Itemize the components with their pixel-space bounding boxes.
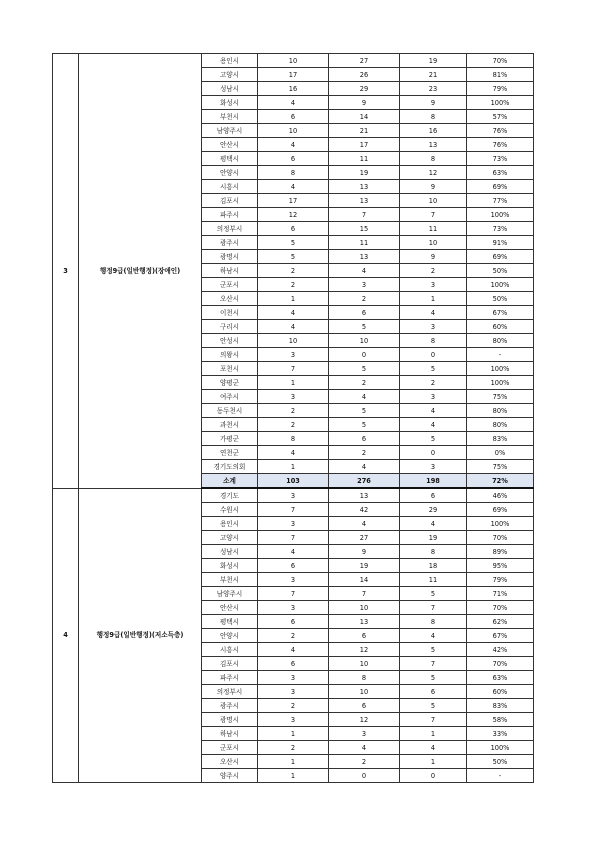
applicants-cell: 7 <box>329 587 400 601</box>
ratio-cell: 57% <box>467 110 534 124</box>
ratio-cell: 75% <box>467 390 534 404</box>
ratio-cell: 69% <box>467 503 534 517</box>
passed-cell: 1 <box>400 755 467 769</box>
quota-cell: 1 <box>258 755 329 769</box>
region-cell: 군포시 <box>202 278 258 292</box>
ratio-cell: 100% <box>467 96 534 110</box>
passed-cell: 18 <box>400 559 467 573</box>
passed-cell: 9 <box>400 180 467 194</box>
passed-cell: 23 <box>400 82 467 96</box>
section-3-body <box>53 54 534 489</box>
quota-cell: 5 <box>258 250 329 264</box>
ratio-cell: 80% <box>467 404 534 418</box>
applicants-cell: 17 <box>329 138 400 152</box>
quota-cell: 8 <box>258 166 329 180</box>
ratio-cell: 70% <box>467 54 534 68</box>
ratio-cell: 50% <box>467 292 534 306</box>
region-cell: 군포시 <box>202 741 258 755</box>
passed-cell: 12 <box>400 166 467 180</box>
subtotal-ratio: 72% <box>467 474 534 489</box>
applicants-cell: 2 <box>329 446 400 460</box>
applicants-cell: 0 <box>329 769 400 783</box>
subtotal-passed: 198 <box>400 474 467 489</box>
passed-cell: 1 <box>400 292 467 306</box>
region-cell: 안산시 <box>202 601 258 615</box>
applicants-cell: 13 <box>329 250 400 264</box>
quota-cell: 7 <box>258 362 329 376</box>
region-cell: 파주시 <box>202 671 258 685</box>
passed-cell: 5 <box>400 699 467 713</box>
ratio-cell: 69% <box>467 250 534 264</box>
ratio-cell: 80% <box>467 334 534 348</box>
ratio-cell: 91% <box>467 236 534 250</box>
passed-cell: 9 <box>400 96 467 110</box>
passed-cell: 7 <box>400 713 467 727</box>
quota-cell: 10 <box>258 124 329 138</box>
applicants-cell: 6 <box>329 629 400 643</box>
passed-cell: 21 <box>400 68 467 82</box>
quota-cell: 2 <box>258 699 329 713</box>
ratio-cell: 70% <box>467 531 534 545</box>
quota-cell: 3 <box>258 601 329 615</box>
applicants-cell: 29 <box>329 82 400 96</box>
applicants-cell: 21 <box>329 124 400 138</box>
applicants-cell: 12 <box>329 643 400 657</box>
applicants-cell: 6 <box>329 432 400 446</box>
region-cell: 안성시 <box>202 334 258 348</box>
applicants-cell: 10 <box>329 334 400 348</box>
applicants-cell: 4 <box>329 390 400 404</box>
passed-cell: 3 <box>400 320 467 334</box>
ratio-cell: 67% <box>467 306 534 320</box>
quota-cell: 6 <box>258 152 329 166</box>
passed-cell: 9 <box>400 250 467 264</box>
region-cell: 김포시 <box>202 657 258 671</box>
region-cell: 용인시 <box>202 517 258 531</box>
quota-cell: 4 <box>258 320 329 334</box>
recruitment-table <box>52 53 534 783</box>
quota-cell: 4 <box>258 138 329 152</box>
region-cell: 구리시 <box>202 320 258 334</box>
applicants-cell: 10 <box>329 685 400 699</box>
quota-cell: 3 <box>258 348 329 362</box>
applicants-cell: 10 <box>329 657 400 671</box>
passed-cell: 19 <box>400 531 467 545</box>
subtotal-label: 소계 <box>202 474 258 489</box>
quota-cell: 7 <box>258 503 329 517</box>
region-cell: 경기도 <box>202 488 258 503</box>
passed-cell: 0 <box>400 769 467 783</box>
passed-cell: 5 <box>400 587 467 601</box>
passed-cell: 6 <box>400 488 467 503</box>
passed-cell: 5 <box>400 643 467 657</box>
ratio-cell: 76% <box>467 138 534 152</box>
passed-cell: 8 <box>400 110 467 124</box>
applicants-cell: 10 <box>329 601 400 615</box>
quota-cell: 12 <box>258 208 329 222</box>
applicants-cell: 6 <box>329 699 400 713</box>
region-cell: 의정부시 <box>202 222 258 236</box>
region-cell: 의왕시 <box>202 348 258 362</box>
passed-cell: 10 <box>400 194 467 208</box>
region-cell: 김포시 <box>202 194 258 208</box>
applicants-cell: 7 <box>329 208 400 222</box>
region-cell: 부천시 <box>202 110 258 124</box>
quota-cell: 3 <box>258 685 329 699</box>
region-cell: 고양시 <box>202 68 258 82</box>
ratio-cell: 77% <box>467 194 534 208</box>
region-cell: 하남시 <box>202 264 258 278</box>
ratio-cell: 60% <box>467 320 534 334</box>
section-4-body <box>53 488 534 783</box>
ratio-cell: 63% <box>467 671 534 685</box>
passed-cell: 5 <box>400 432 467 446</box>
quota-cell: 6 <box>258 559 329 573</box>
quota-cell: 8 <box>258 432 329 446</box>
region-cell: 안양시 <box>202 629 258 643</box>
ratio-cell: 58% <box>467 713 534 727</box>
region-cell: 경기도의회 <box>202 460 258 474</box>
applicants-cell: 9 <box>329 96 400 110</box>
applicants-cell: 11 <box>329 236 400 250</box>
passed-cell: 7 <box>400 601 467 615</box>
region-cell: 남양주시 <box>202 124 258 138</box>
applicants-cell: 13 <box>329 194 400 208</box>
quota-cell: 3 <box>258 390 329 404</box>
region-cell: 성남시 <box>202 82 258 96</box>
passed-cell: 2 <box>400 376 467 390</box>
region-cell: 오산시 <box>202 755 258 769</box>
region-cell: 의정부시 <box>202 685 258 699</box>
quota-cell: 3 <box>258 713 329 727</box>
quota-cell: 3 <box>258 671 329 685</box>
passed-cell: 5 <box>400 671 467 685</box>
subtotal-applicants: 276 <box>329 474 400 489</box>
applicants-cell: 5 <box>329 362 400 376</box>
ratio-cell: 73% <box>467 222 534 236</box>
region-cell: 가평군 <box>202 432 258 446</box>
passed-cell: 4 <box>400 517 467 531</box>
ratio-cell: 100% <box>467 208 534 222</box>
region-cell: 포천시 <box>202 362 258 376</box>
passed-cell: 4 <box>400 306 467 320</box>
applicants-cell: 0 <box>329 348 400 362</box>
quota-cell: 6 <box>258 615 329 629</box>
section-number: 3 <box>53 54 79 489</box>
region-cell: 연천군 <box>202 446 258 460</box>
region-cell: 하남시 <box>202 727 258 741</box>
ratio-cell: 76% <box>467 124 534 138</box>
quota-cell: 2 <box>258 418 329 432</box>
ratio-cell: 79% <box>467 82 534 96</box>
quota-cell: 10 <box>258 334 329 348</box>
quota-cell: 2 <box>258 741 329 755</box>
ratio-cell: 100% <box>467 376 534 390</box>
ratio-cell: 67% <box>467 629 534 643</box>
region-cell: 동두천시 <box>202 404 258 418</box>
passed-cell: 8 <box>400 545 467 559</box>
applicants-cell: 13 <box>329 615 400 629</box>
passed-cell: 3 <box>400 460 467 474</box>
ratio-cell: - <box>467 769 534 783</box>
passed-cell: 7 <box>400 208 467 222</box>
region-cell: 광주시 <box>202 699 258 713</box>
region-cell: 광주시 <box>202 236 258 250</box>
region-cell: 화성시 <box>202 559 258 573</box>
region-cell: 시흥시 <box>202 180 258 194</box>
ratio-cell: 70% <box>467 657 534 671</box>
passed-cell: 8 <box>400 152 467 166</box>
quota-cell: 1 <box>258 460 329 474</box>
quota-cell: 3 <box>258 517 329 531</box>
region-cell: 여주시 <box>202 390 258 404</box>
applicants-cell: 19 <box>329 166 400 180</box>
passed-cell: 0 <box>400 348 467 362</box>
section-number: 4 <box>53 488 79 783</box>
applicants-cell: 14 <box>329 573 400 587</box>
applicants-cell: 11 <box>329 152 400 166</box>
region-cell: 용인시 <box>202 54 258 68</box>
applicants-cell: 27 <box>329 54 400 68</box>
ratio-cell: 83% <box>467 432 534 446</box>
ratio-cell: 62% <box>467 615 534 629</box>
region-cell: 남양주시 <box>202 587 258 601</box>
quota-cell: 4 <box>258 545 329 559</box>
ratio-cell: 100% <box>467 517 534 531</box>
ratio-cell: 69% <box>467 180 534 194</box>
ratio-cell: 75% <box>467 460 534 474</box>
region-cell: 안산시 <box>202 138 258 152</box>
ratio-cell: 50% <box>467 264 534 278</box>
region-cell: 평택시 <box>202 615 258 629</box>
ratio-cell: 46% <box>467 488 534 503</box>
applicants-cell: 15 <box>329 222 400 236</box>
applicants-cell: 13 <box>329 488 400 503</box>
quota-cell: 6 <box>258 657 329 671</box>
applicants-cell: 4 <box>329 741 400 755</box>
applicants-cell: 2 <box>329 755 400 769</box>
applicants-cell: 5 <box>329 418 400 432</box>
section-category: 행정9급(일반행정)(저소득층) <box>79 488 202 783</box>
quota-cell: 3 <box>258 573 329 587</box>
region-cell: 평택시 <box>202 152 258 166</box>
applicants-cell: 13 <box>329 180 400 194</box>
passed-cell: 6 <box>400 685 467 699</box>
table-row <box>53 488 534 503</box>
applicants-cell: 5 <box>329 404 400 418</box>
ratio-cell: 100% <box>467 362 534 376</box>
applicants-cell: 8 <box>329 671 400 685</box>
ratio-cell: 50% <box>467 755 534 769</box>
passed-cell: 29 <box>400 503 467 517</box>
passed-cell: 16 <box>400 124 467 138</box>
quota-cell: 7 <box>258 587 329 601</box>
applicants-cell: 2 <box>329 376 400 390</box>
passed-cell: 4 <box>400 629 467 643</box>
passed-cell: 5 <box>400 362 467 376</box>
region-cell: 양평군 <box>202 376 258 390</box>
quota-cell: 2 <box>258 278 329 292</box>
applicants-cell: 6 <box>329 306 400 320</box>
applicants-cell: 19 <box>329 559 400 573</box>
ratio-cell: 95% <box>467 559 534 573</box>
section-category: 행정9급(일반행정)(장애인) <box>79 54 202 489</box>
ratio-cell: 63% <box>467 166 534 180</box>
ratio-cell: 42% <box>467 643 534 657</box>
ratio-cell: 83% <box>467 699 534 713</box>
ratio-cell: 89% <box>467 545 534 559</box>
passed-cell: 19 <box>400 54 467 68</box>
quota-cell: 2 <box>258 629 329 643</box>
passed-cell: 0 <box>400 446 467 460</box>
applicants-cell: 4 <box>329 460 400 474</box>
quota-cell: 2 <box>258 264 329 278</box>
quota-cell: 4 <box>258 306 329 320</box>
passed-cell: 7 <box>400 657 467 671</box>
quota-cell: 3 <box>258 488 329 503</box>
passed-cell: 1 <box>400 727 467 741</box>
quota-cell: 4 <box>258 96 329 110</box>
applicants-cell: 9 <box>329 545 400 559</box>
quota-cell: 16 <box>258 82 329 96</box>
ratio-cell: 100% <box>467 278 534 292</box>
region-cell: 안양시 <box>202 166 258 180</box>
ratio-cell: 73% <box>467 152 534 166</box>
applicants-cell: 4 <box>329 264 400 278</box>
ratio-cell: 33% <box>467 727 534 741</box>
ratio-cell: - <box>467 348 534 362</box>
quota-cell: 4 <box>258 180 329 194</box>
ratio-cell: 70% <box>467 601 534 615</box>
region-cell: 성남시 <box>202 545 258 559</box>
quota-cell: 17 <box>258 68 329 82</box>
quota-cell: 1 <box>258 292 329 306</box>
quota-cell: 4 <box>258 446 329 460</box>
ratio-cell: 100% <box>467 741 534 755</box>
region-cell: 고양시 <box>202 531 258 545</box>
applicants-cell: 12 <box>329 713 400 727</box>
quota-cell: 2 <box>258 404 329 418</box>
applicants-cell: 14 <box>329 110 400 124</box>
passed-cell: 2 <box>400 264 467 278</box>
quota-cell: 17 <box>258 194 329 208</box>
applicants-cell: 27 <box>329 531 400 545</box>
quota-cell: 1 <box>258 727 329 741</box>
ratio-cell: 79% <box>467 573 534 587</box>
ratio-cell: 81% <box>467 68 534 82</box>
region-cell: 시흥시 <box>202 643 258 657</box>
region-cell: 수원시 <box>202 503 258 517</box>
region-cell: 광명시 <box>202 713 258 727</box>
applicants-cell: 2 <box>329 292 400 306</box>
passed-cell: 3 <box>400 390 467 404</box>
region-cell: 이천시 <box>202 306 258 320</box>
quota-cell: 4 <box>258 643 329 657</box>
quota-cell: 6 <box>258 222 329 236</box>
applicants-cell: 42 <box>329 503 400 517</box>
quota-cell: 5 <box>258 236 329 250</box>
quota-cell: 10 <box>258 54 329 68</box>
quota-cell: 1 <box>258 376 329 390</box>
passed-cell: 4 <box>400 404 467 418</box>
region-cell: 과천시 <box>202 418 258 432</box>
passed-cell: 11 <box>400 222 467 236</box>
ratio-cell: 80% <box>467 418 534 432</box>
region-cell: 광명시 <box>202 250 258 264</box>
ratio-cell: 60% <box>467 685 534 699</box>
table-row <box>53 54 534 68</box>
quota-cell: 7 <box>258 531 329 545</box>
region-cell: 파주시 <box>202 208 258 222</box>
passed-cell: 8 <box>400 334 467 348</box>
ratio-cell: 71% <box>467 587 534 601</box>
passed-cell: 13 <box>400 138 467 152</box>
applicants-cell: 3 <box>329 727 400 741</box>
passed-cell: 4 <box>400 418 467 432</box>
region-cell: 양주시 <box>202 769 258 783</box>
applicants-cell: 4 <box>329 517 400 531</box>
quota-cell: 1 <box>258 769 329 783</box>
region-cell: 부천시 <box>202 573 258 587</box>
subtotal-quota: 103 <box>258 474 329 489</box>
ratio-cell: 0% <box>467 446 534 460</box>
applicants-cell: 5 <box>329 320 400 334</box>
region-cell: 화성시 <box>202 96 258 110</box>
quota-cell: 6 <box>258 110 329 124</box>
applicants-cell: 3 <box>329 278 400 292</box>
passed-cell: 8 <box>400 615 467 629</box>
region-cell: 오산시 <box>202 292 258 306</box>
passed-cell: 10 <box>400 236 467 250</box>
applicants-cell: 26 <box>329 68 400 82</box>
passed-cell: 4 <box>400 741 467 755</box>
passed-cell: 3 <box>400 278 467 292</box>
passed-cell: 11 <box>400 573 467 587</box>
